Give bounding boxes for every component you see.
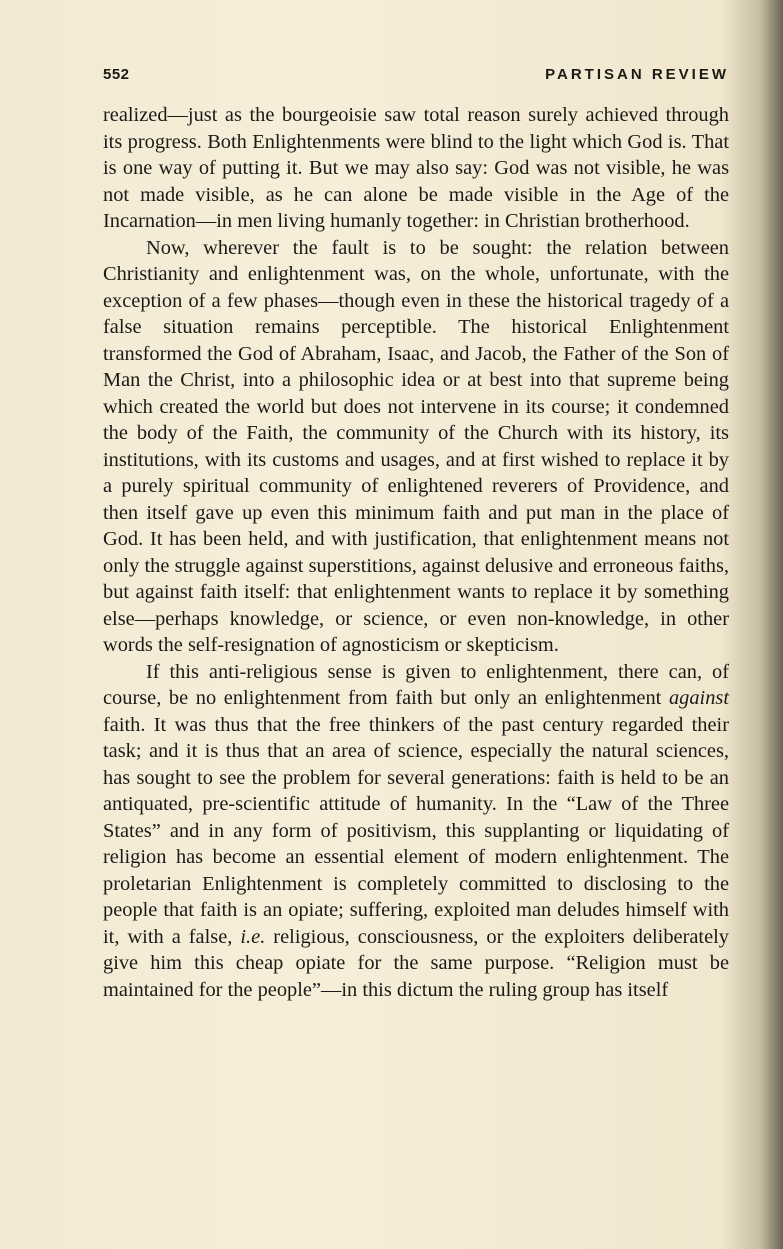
- paragraph-3-part-2: faith. It was thus that the free thinkers of the past century regarded their task; and it is thus that an area of science, especially the natural sciences, has sought to see the problem for several generations: faith is held to be an antiquated, pre-scientific attitude of humanity. In the “Law of the Three States” and in any form of positivism, this supplanting or liquidating of religion has become an essential element of modern enlightenment. The proletarian Enlightenment is completely committed to disclosing to the people that faith is an opiate; suffering, exploited man deludes himself with it, with a false,: [103, 713, 729, 948]
- running-head: PARTISAN REVIEW: [545, 66, 729, 83]
- emphasis-against: against: [668, 687, 729, 709]
- page-header: [103, 66, 729, 90]
- body-text: [103, 102, 729, 1003]
- emphasis-ie: i.e.: [240, 925, 266, 948]
- paragraph-3-part-3: religious, consciousness, or the exploiters deliberately give him this cheap opiate for the same purpose. “Religion must be maintained for the people”—in this dictum the ruling group has itself: [103, 925, 729, 1001]
- paragraph-3-part-1: If this anti-religious sense is given to enlightenment, there can, of course, be no enlightenment from faith but only an enlightenment: [103, 660, 729, 709]
- paragraph-1: realized—just as the bourgeoisie saw total reason surely achieved through its progress. Both Enlightenments were blind to the light which God is. That is one way of putting it. But we may also say: God was not visible, he was not made visible, as he can alone be made visible in the Age of the Incarnation—in men living humanly together: in Christian brotherhood.: [103, 104, 729, 232]
- page-number: 552: [103, 66, 130, 83]
- paragraph-3: [103, 659, 729, 1004]
- paragraph-2: Now, wherever the fault is to be sought: the relation between Christianity and enlightenment was, on the whole, unfortunate, with the exception of a few phases—though even in these the historical tragedy of a false situation remains perceptible. The historical Enlightenment transformed the God of Abraham, Isaac, and Jacob, the Father of the Son of Man the Christ, into a philosophic idea or at best into that supreme being which created the world but does not intervene in its course; it condemned the body of the Faith, the community of the Church with its history, its institutions, with its customs and usages, and at first wished to replace it by a purely spiritual community of enlightened reverers of Providence, and then itself gave up even this minimum faith and put man in the place of God. It has been held, and with justification, that enlightenment means not only the struggle against superstitions, against delusive and erroneous faiths, but against faith itself: that enlightenment wants to replace it by something else—perhaps knowledge, or science, or even non-knowledge, in other words the self-resignation of agnosticism or skepticism.: [103, 236, 729, 656]
